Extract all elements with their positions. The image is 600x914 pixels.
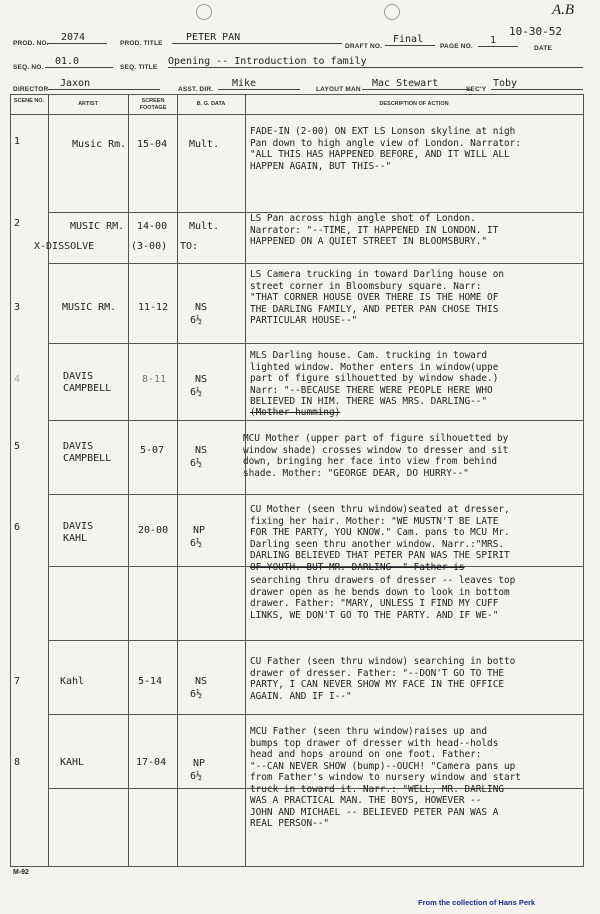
asst-dir-label: ASST. DIR.: [178, 86, 214, 93]
prod-no-label: PROD. NO.: [13, 40, 49, 47]
scene-struck-text: OF YOUTH. BUT MR. DARLING--" Father is: [250, 562, 465, 573]
director-value: Jaxon: [48, 78, 160, 90]
scene-description: LS Camera trucking in toward Darling house on street corner in Bloomsbury square. Narr: "THAT CORNER HOUSE OVER THERE IS THE HOME OF THE DARLING FAMILY, AND PETER PAN CHOSE THIS PARTICULAR HOUSE--": [250, 269, 504, 326]
scene-bg: Mult.: [189, 139, 220, 150]
scene-footage: 15-04: [137, 139, 168, 150]
scene-footage: 11-12: [138, 302, 169, 313]
scene-description: MLS Darling house. Cam. trucking in toward lighted window. Mother enters in window(uppe part of figure silhouetted by window shade.) Narr: "--BECAUSE THERE WERE PEOPLE HERE WHO BELIEVED IN HIM. THERE WAS MRS. DARLING--": [250, 350, 499, 407]
collection-credit: From the collection of Hans Perk: [418, 898, 536, 907]
form-number: M-92: [13, 869, 29, 876]
seq-no-value: 01.0: [45, 56, 113, 68]
punch-hole: [196, 4, 212, 20]
scene-bg-fraction: 6½: [190, 387, 203, 398]
scene-artist: Kahl: [60, 676, 85, 687]
scene-artist: MUSIC RM.: [62, 302, 117, 313]
scene-bg-fraction: 6½: [190, 315, 203, 326]
scene-no: 8: [14, 757, 21, 768]
scene-transition-footage: (3-00): [131, 241, 168, 252]
scene-footage: 14-00: [137, 221, 168, 232]
scene-no: 4: [14, 374, 21, 385]
scene-bg-fraction: 6½: [190, 771, 203, 782]
draft-no-label: DRAFT NO.: [345, 43, 383, 50]
col-scene-no: SCENE NO.: [13, 98, 45, 104]
scene-footage: 5-07: [140, 445, 165, 456]
secy-value: Toby: [491, 78, 583, 90]
scene-struck-text: (Mother humming): [250, 407, 341, 418]
col-artist: ARTIST: [78, 101, 98, 107]
scene-bg-fraction: 6½: [190, 689, 203, 700]
scene-transition-bg: TO:: [180, 241, 199, 252]
scene-artist-2: CAMPBELL: [63, 383, 112, 394]
scene-artist: DAVIS: [63, 371, 94, 382]
date-label: DATE: [534, 45, 553, 52]
col-screen-footage: SCREEN FOOTAGE: [139, 98, 167, 111]
corner-mark: A.B: [552, 2, 575, 18]
scene-footage: 17-04: [136, 757, 167, 768]
scene-no: 1: [14, 136, 21, 147]
director-label: DIRECTOR: [13, 86, 49, 93]
secy-label: SEC'Y: [466, 86, 487, 93]
scene-artist: DAVIS: [63, 521, 94, 532]
scene-artist: DAVIS: [63, 441, 94, 452]
scene-transition: X-DISSOLVE: [34, 241, 95, 252]
scene-bg: NS: [195, 676, 208, 687]
prod-title-label: PROD. TITLE: [120, 40, 163, 47]
scene-bg-fraction: 6½: [190, 458, 203, 469]
seq-no-label: SEQ. NO.: [13, 64, 44, 71]
scene-description: LS Pan across high angle shot of London. Narrator: "--TIME, IT HAPPENED IN LONDON. IT HAPPENED ON A QUIET STREET IN BLOOMSBURY.": [250, 213, 499, 247]
scene-no: 7: [14, 676, 21, 687]
scene-bg: NP: [193, 525, 206, 536]
scene-footage: 20-00: [138, 525, 169, 536]
scene-artist: KAHL: [60, 757, 85, 768]
scene-description-continued: searching thru drawers of dresser -- leaves top drawer open as he bends down to look in bottom drawer. Father: "MARY, UNLESS I FIND MY CUFF LINKS, WE DON'T GO TO THE PARTY. AND IF WE-": [250, 575, 516, 621]
asst-dir-value: Mike: [218, 78, 300, 90]
scene-bg: NS: [195, 374, 208, 385]
prod-no-value: 2074: [47, 32, 107, 44]
prod-title-value: PETER PAN: [172, 32, 342, 44]
scene-description: FADE-IN (2-00) ON EXT LS Lonson skyline at nigh Pan down to high angle view of London. Narrator: "ALL THIS HAS HAPPENED BEFORE, AND IT WILL ALL HAPPEN AGAIN, BUT THIS--": [250, 126, 521, 172]
scene-no: 6: [14, 522, 21, 533]
scene-artist: MUSIC RM.: [70, 221, 125, 232]
scene-artist-2: KAHL: [63, 533, 88, 544]
scene-artist: Music Rm.: [72, 139, 127, 150]
scene-description: CU Mother (seen thru window)seated at dresser, fixing her hair. Mother: "WE MUSTN'T BE LATE FOR THE PARTY, YOU KNOW." Cam. pans to MCU Mr. Darling seen thru another window. Narr.:"MRS. DARLING BELIEVED THAT PETER PAN WAS THE SPIRIT: [250, 504, 510, 561]
scene-bg-fraction: 6½: [190, 538, 203, 549]
scene-bg: NS: [195, 445, 208, 456]
page-no-label: PAGE NO.: [440, 43, 473, 50]
scene-artist-2: CAMPBELL: [63, 453, 112, 464]
date-value: 10-30-52: [509, 25, 562, 38]
scene-footage: 5-14: [138, 676, 163, 687]
seq-title-label: SEQ. TITLE: [120, 64, 158, 71]
scene-footage: 8-11: [142, 374, 167, 385]
scene-description: CU Father (seen thru window) searching in botto drawer of dresser. Father: "--DON'T GO TO THE PARTY, I CAN NEVER SHOW MY FACE IN THE OFFICE AGAIN. AND IF I--": [250, 656, 516, 702]
scene-bg: NS: [195, 302, 208, 313]
scene-no: 3: [14, 302, 21, 313]
seq-title-value: Opening -- Introduction to family: [168, 56, 583, 68]
scene-no: 5: [14, 441, 21, 452]
layout-man-value: Mac Stewart: [362, 78, 472, 90]
page-no-value: 1: [478, 35, 518, 47]
scene-no: 2: [14, 218, 21, 229]
col-description: DESCRIPTION OF ACTION: [379, 101, 449, 107]
punch-hole: [384, 4, 400, 20]
draft-no-value: Final: [385, 34, 435, 46]
scene-bg: Mult.: [189, 221, 220, 232]
layout-man-label: LAYOUT MAN: [316, 86, 361, 93]
scene-bg: NP: [193, 758, 206, 769]
col-bg-data: B. G. DATA: [196, 101, 226, 107]
scene-description: MCU Mother (upper part of figure silhouetted by window shade) crosses window to dresser and sit down, bringing her face into view from behind shade. Mother: "GEORGE DEAR, DO HURRY--": [243, 433, 509, 479]
scene-description: MCU Father (seen thru window)raises up and bumps top drawer of dresser with head--holds head and hops around on one foot. Father: "--CAN NEVER SHOW (bump)--OUCH! "Camera pans up from Father's window to nursery window and start truck in toward it. Narr.: "WELL, MR. DARLING WAS A PRACTICAL MAN. THE BOYS, HOWEVER -- JOHN AND MICHAEL -- BELIEVED PETER PAN WAS A REAL PERSON--": [250, 726, 521, 829]
